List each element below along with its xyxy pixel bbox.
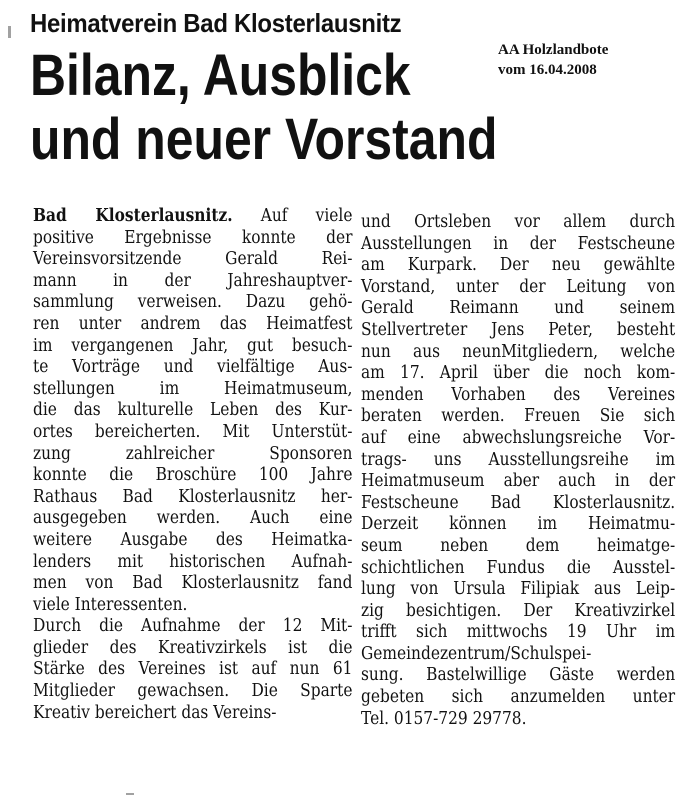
text-line: im vergangenen Jahr, gut besuch-	[33, 335, 353, 356]
text-line: positive Ergebnisse konnte der	[33, 227, 353, 248]
text-line: Vereinsvorsitzende Gerald Rei-	[33, 249, 353, 270]
article-dateline: Bad Klosterlausnitz.	[33, 206, 233, 226]
text-line: beraten werden. Freuen Sie sich	[361, 406, 676, 427]
text-line: Durch die Aufnahme der 12 Mit-	[33, 616, 353, 637]
text-line: konnte die Broschüre 100 Jahre	[33, 465, 353, 486]
article-headline	[30, 44, 497, 172]
text-line: trifft sich mittwochs 19 Uhr im	[361, 622, 676, 643]
text-line: men von Bad Klosterlausnitz fand	[33, 573, 353, 594]
text-line: Tel. 0157-729 29778.	[361, 708, 527, 729]
text-line: Stellvertreter Jens Peter, besteht	[361, 319, 676, 340]
text-line: und Ortsleben vor allem durch	[361, 212, 676, 232]
text-line: Derzeit können im Heimatmu-	[361, 514, 676, 535]
scan-mark	[8, 26, 11, 38]
text-line: viele Interessenten.	[33, 594, 188, 615]
text-line: Vorstand, unter der Leitung von	[361, 276, 676, 297]
text-line: Kreativ bereichert das Vereins-	[33, 702, 277, 723]
article-kicker: Heimatverein Bad Klosterlausnitz	[30, 8, 402, 38]
text-line: zung zahlreicher Sponsoren	[33, 443, 353, 464]
text-line: schichtlichen Fundus die Ausstel-	[361, 557, 676, 578]
headline-line: Bilanz, Ausblick	[30, 43, 411, 108]
source-date: vom 16.04.2008	[498, 62, 597, 78]
text-line: Mitglieder gewachsen. Die Sparte	[33, 681, 353, 702]
text-line: ausgegeben werden. Auch eine	[33, 508, 353, 529]
text-fragment: Auf viele	[232, 206, 353, 226]
text-line: Rathaus Bad Klosterlausnitz her-	[33, 486, 353, 507]
text-line: zig besichtigen. Der Kreativzirkel	[361, 600, 676, 621]
text-line: Stärke des Vereines ist auf nun 61	[33, 659, 353, 680]
text-line: gebeten sich anzumelden unter	[361, 687, 676, 708]
text-line: lenders mit historischen Aufnah-	[33, 551, 353, 572]
text-line: ren unter andrem das Heimatfest	[33, 313, 353, 334]
text-line: sung. Bastelwillige Gäste werden	[361, 665, 676, 686]
text-line: Festscheune Bad Klosterlausnitz.	[361, 492, 676, 513]
text-line: Gemeindezentrum/Schulspei-	[361, 643, 592, 664]
text-line: menden Vorhaben des Vereines	[361, 384, 676, 405]
scan-mark	[126, 793, 134, 795]
text-line: stellungen im Heimatmuseum,	[33, 378, 353, 399]
text-line: Ausstellungen in der Festscheune	[361, 233, 676, 254]
text-line: ortes bereicherten. Mit Unterstüt-	[33, 421, 353, 442]
text-line: te Vorträge und vielfältige Aus-	[33, 357, 353, 378]
text-line: Gerald Reimann und seinem	[361, 298, 676, 319]
text-line: sammlung verweisen. Dazu gehö-	[33, 292, 353, 313]
text-line: auf eine abwechslungsreiche Vor-	[361, 427, 676, 448]
text-line: mann in der Jahreshauptver-	[33, 270, 353, 291]
text-line: seum neben dem heimatge-	[361, 535, 676, 556]
text-line: glieder des Kreativzirkels ist die	[33, 637, 353, 658]
text-line: weitere Ausgabe des Heimatka-	[33, 529, 353, 550]
text-line: am Kurpark. Der neu gewählte	[361, 255, 676, 276]
source-note	[498, 40, 608, 80]
text-line: lung von Ursula Filipiak aus Leip-	[361, 579, 676, 600]
text-line	[33, 206, 352, 228]
article-column-2	[361, 212, 675, 730]
article-column-1	[33, 206, 352, 724]
source-publication: AA Holzlandbote	[498, 42, 609, 58]
text-line: am 17. April über die noch kom-	[361, 363, 676, 384]
text-line: Heimatmuseum aber auch in der	[361, 471, 676, 492]
text-line: nun aus neunMitgliedern, welche	[361, 341, 676, 362]
text-line: trags- uns Ausstellungsreihe im	[361, 449, 676, 470]
text-line: die das kulturelle Leben des Kur-	[33, 400, 353, 421]
headline-line: und neuer Vorstand	[30, 107, 498, 172]
